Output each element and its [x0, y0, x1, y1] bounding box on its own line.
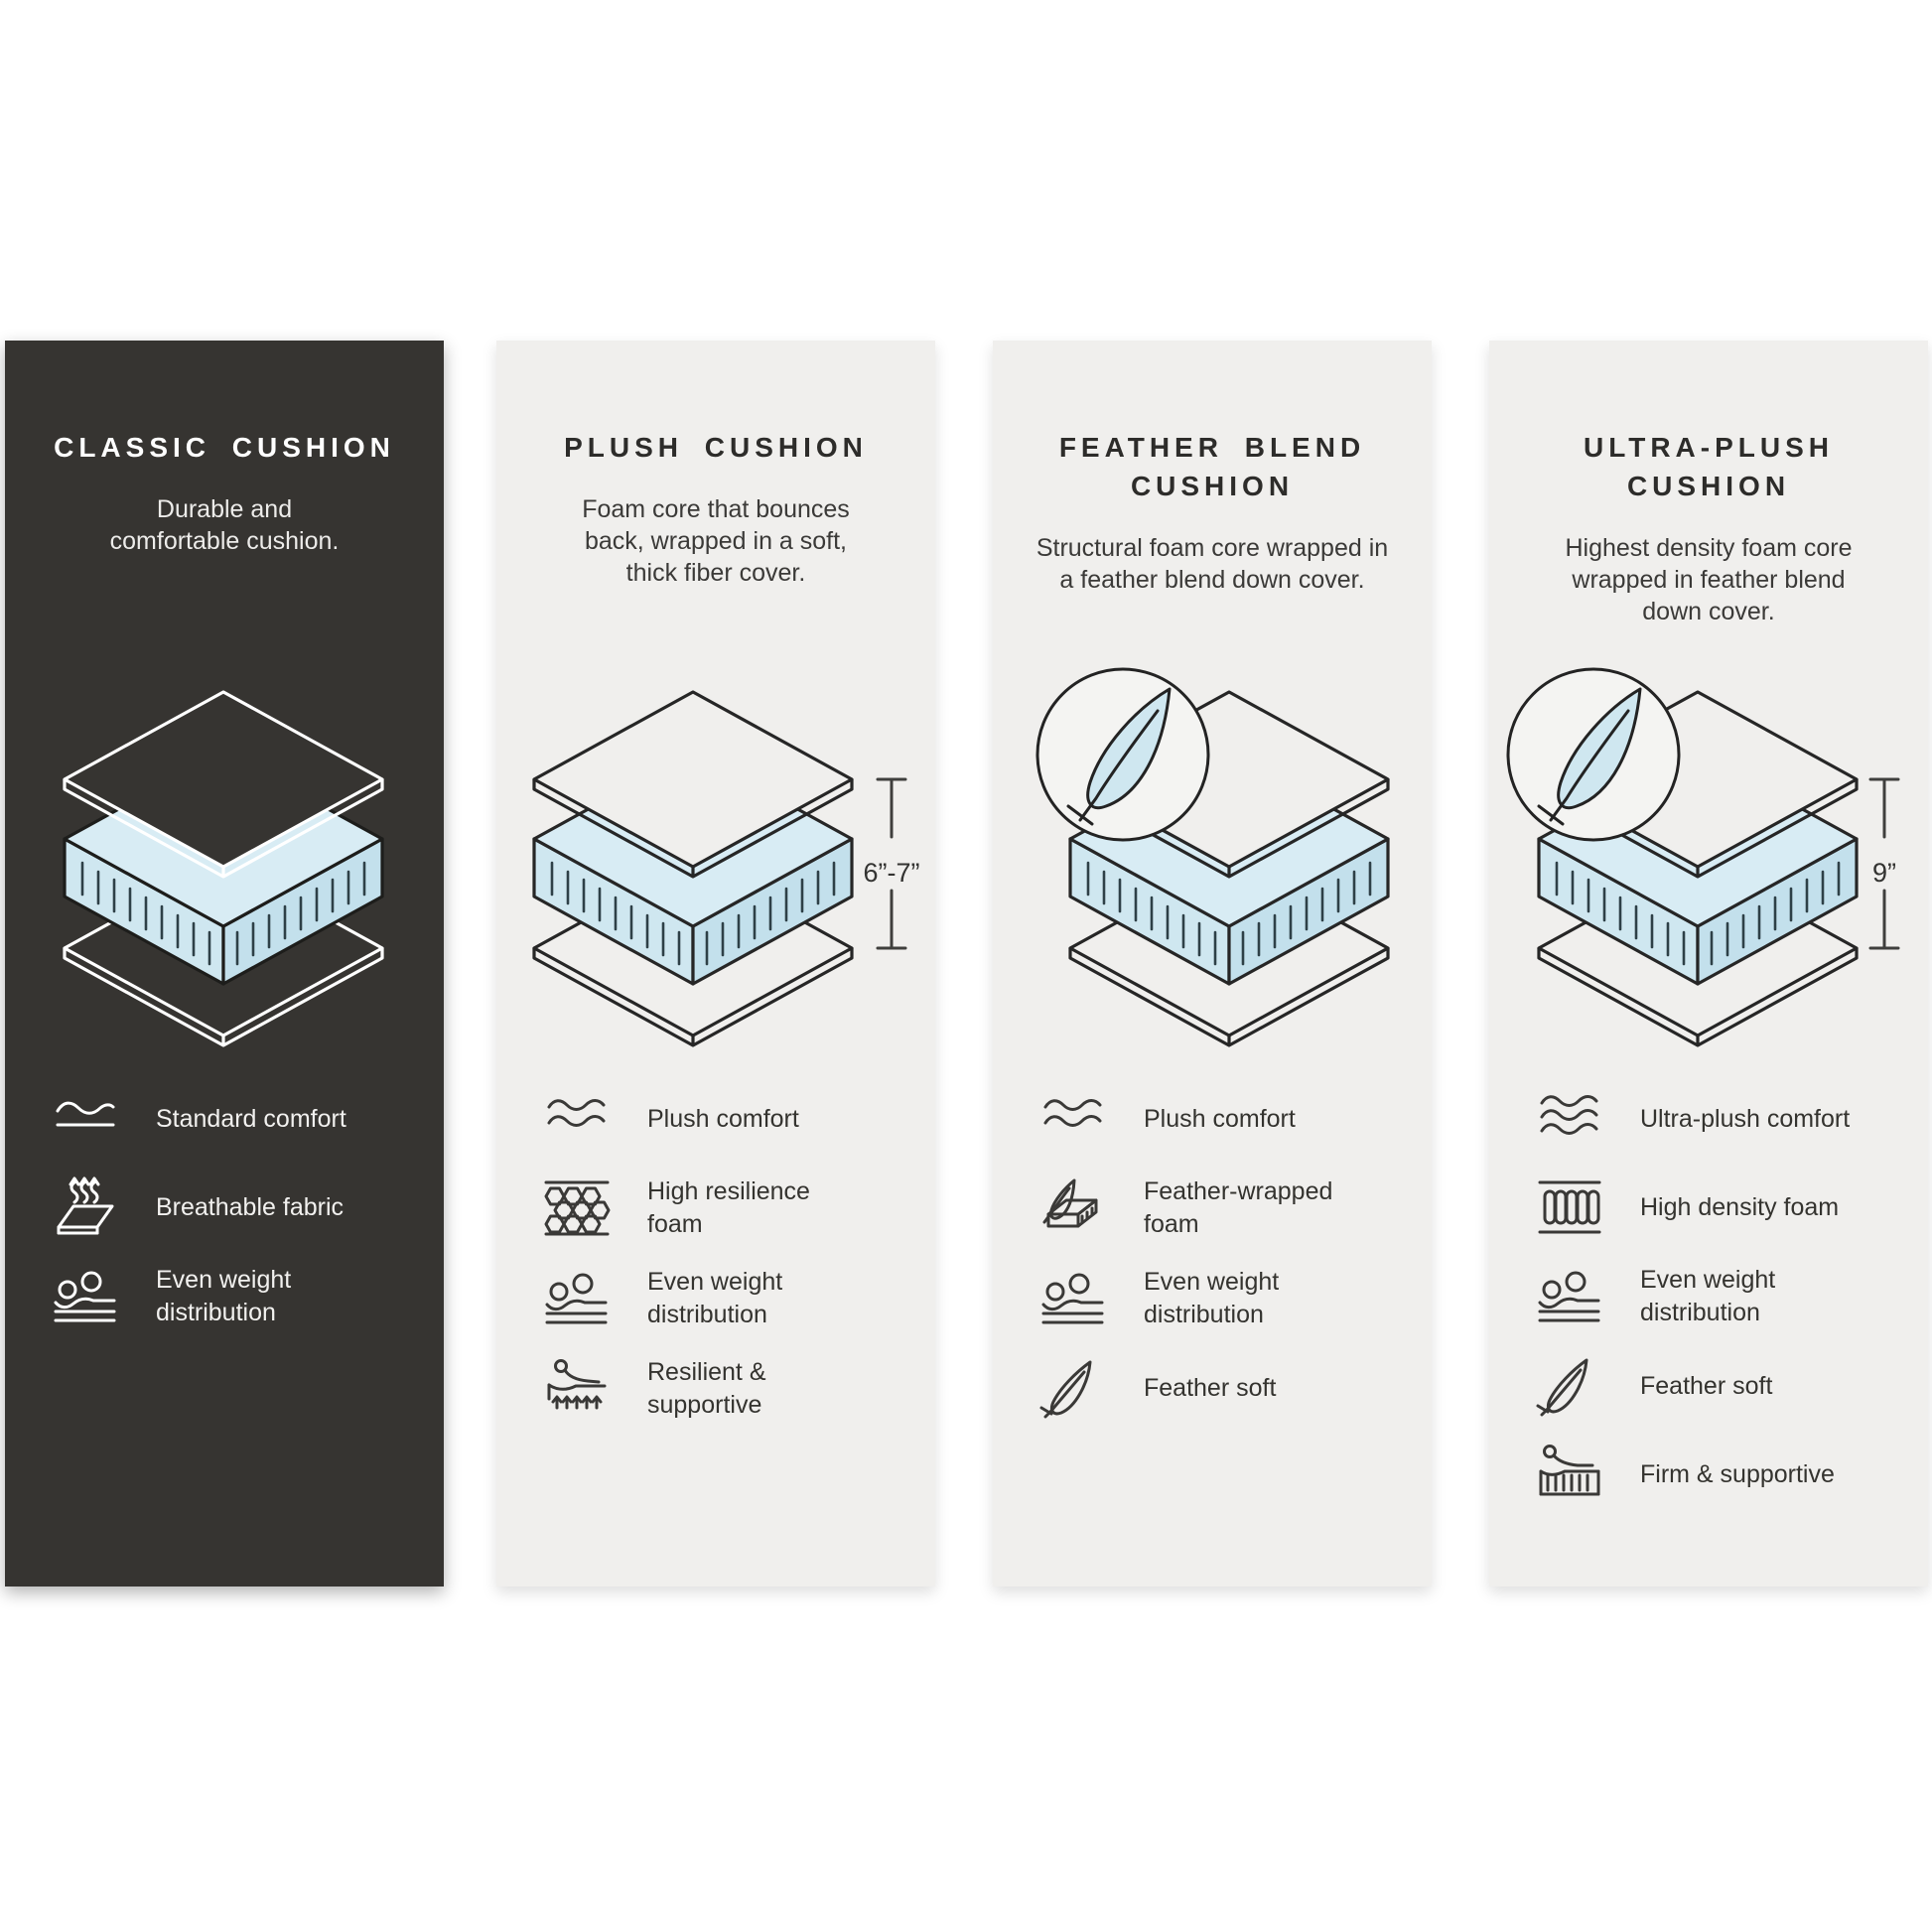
feature-row — [1533, 1087, 1914, 1151]
feature-label: Even weight distribution — [647, 1268, 783, 1328]
feature-label: High density foam — [1640, 1192, 1840, 1221]
feature-label: Resilient & supportive — [647, 1358, 766, 1419]
dimension-label: 6”-7” — [863, 858, 920, 888]
feature-label: Standard comfort — [156, 1104, 346, 1133]
feature-label: Feather soft — [1640, 1371, 1773, 1400]
cushion-layers-diagram — [993, 655, 1432, 1052]
panel-plush-cushion — [496, 341, 935, 1587]
panel-title: ULTRA-PLUSH CUSHION — [1583, 432, 1834, 501]
feature-label: Even weight distribution — [1640, 1266, 1776, 1326]
feature-label: Firm & supportive — [1640, 1459, 1835, 1488]
feature-label: Ultra-plush comfort — [1640, 1104, 1851, 1133]
resilient-supportive-icon — [540, 1357, 614, 1421]
feather-badge — [1037, 669, 1208, 840]
feature-label: Plush comfort — [1144, 1104, 1296, 1133]
panel-classic-cushion — [5, 341, 444, 1587]
feature-row — [49, 1264, 430, 1329]
feature-row — [540, 1356, 921, 1422]
even-weight-icon — [1533, 1265, 1606, 1328]
feather-badge — [1508, 669, 1679, 840]
cushion-layers-diagram — [496, 655, 935, 1052]
feature-row — [1533, 1354, 1914, 1418]
feather-icon — [1036, 1356, 1110, 1420]
feature-list — [49, 1087, 430, 1354]
firm-supportive-icon — [1533, 1443, 1606, 1506]
feature-row — [49, 1087, 430, 1151]
feature-list — [540, 1087, 921, 1447]
panel-title: CLASSIC CUSHION — [54, 432, 395, 463]
feature-row — [1036, 1087, 1418, 1151]
height-dimension — [1870, 779, 1898, 948]
panel-feather-blend-cushion — [993, 341, 1432, 1587]
breathable-fabric-icon — [49, 1175, 122, 1239]
height-dimension — [863, 779, 919, 948]
even-weight-icon — [540, 1267, 614, 1330]
panel-description: Durable and comfortable cushion. — [109, 495, 340, 555]
comfort-wave-double-icon — [1036, 1087, 1110, 1151]
feature-row — [1036, 1175, 1418, 1241]
comfort-wave-triple-icon — [1533, 1087, 1606, 1151]
feature-label: High resilience foam — [647, 1177, 810, 1238]
feature-row — [540, 1087, 921, 1151]
feature-row — [1533, 1443, 1914, 1506]
honeycomb-foam-icon — [540, 1176, 614, 1240]
even-weight-icon — [1036, 1267, 1110, 1330]
high-density-foam-icon — [1533, 1175, 1606, 1239]
panel-ultra-plush-cushion — [1489, 341, 1928, 1587]
feature-row — [540, 1175, 921, 1241]
feather-wrapped-foam-icon — [1036, 1176, 1110, 1240]
panel-description: Highest density foam core wrapped in feather blend down cover. — [1565, 534, 1853, 625]
feature-list — [1036, 1087, 1418, 1445]
even-weight-icon — [49, 1265, 122, 1328]
feature-row — [1533, 1264, 1914, 1329]
feather-icon — [1533, 1354, 1606, 1418]
feature-row — [1036, 1266, 1418, 1331]
feature-row — [1036, 1356, 1418, 1420]
feature-row — [49, 1175, 430, 1239]
feature-row — [1533, 1175, 1914, 1239]
feature-label: Plush comfort — [647, 1104, 799, 1133]
feature-label: Breathable fabric — [156, 1192, 345, 1221]
panel-title: PLUSH CUSHION — [564, 432, 868, 463]
comfort-wave-icon — [49, 1087, 122, 1151]
panel-title: FEATHER BLEND CUSHION — [1058, 432, 1366, 501]
feature-row — [540, 1266, 921, 1331]
dimension-label: 9” — [1871, 858, 1897, 888]
panel-description: Structural foam core wrapped in a feather blend down cover. — [1035, 534, 1389, 594]
feature-label: Feather soft — [1144, 1373, 1277, 1402]
cushion-layers-diagram — [5, 655, 444, 1052]
panel-description: Foam core that bounces back, wrapped in a soft, thick fiber cover. — [582, 495, 850, 587]
feature-label: Even weight distribution — [156, 1266, 292, 1326]
feature-list — [1533, 1087, 1914, 1531]
feature-label: Feather-wrapped foam — [1144, 1177, 1333, 1238]
comfort-wave-double-icon — [540, 1087, 614, 1151]
cushion-layers-diagram — [1489, 655, 1928, 1052]
feature-label: Even weight distribution — [1144, 1268, 1280, 1328]
